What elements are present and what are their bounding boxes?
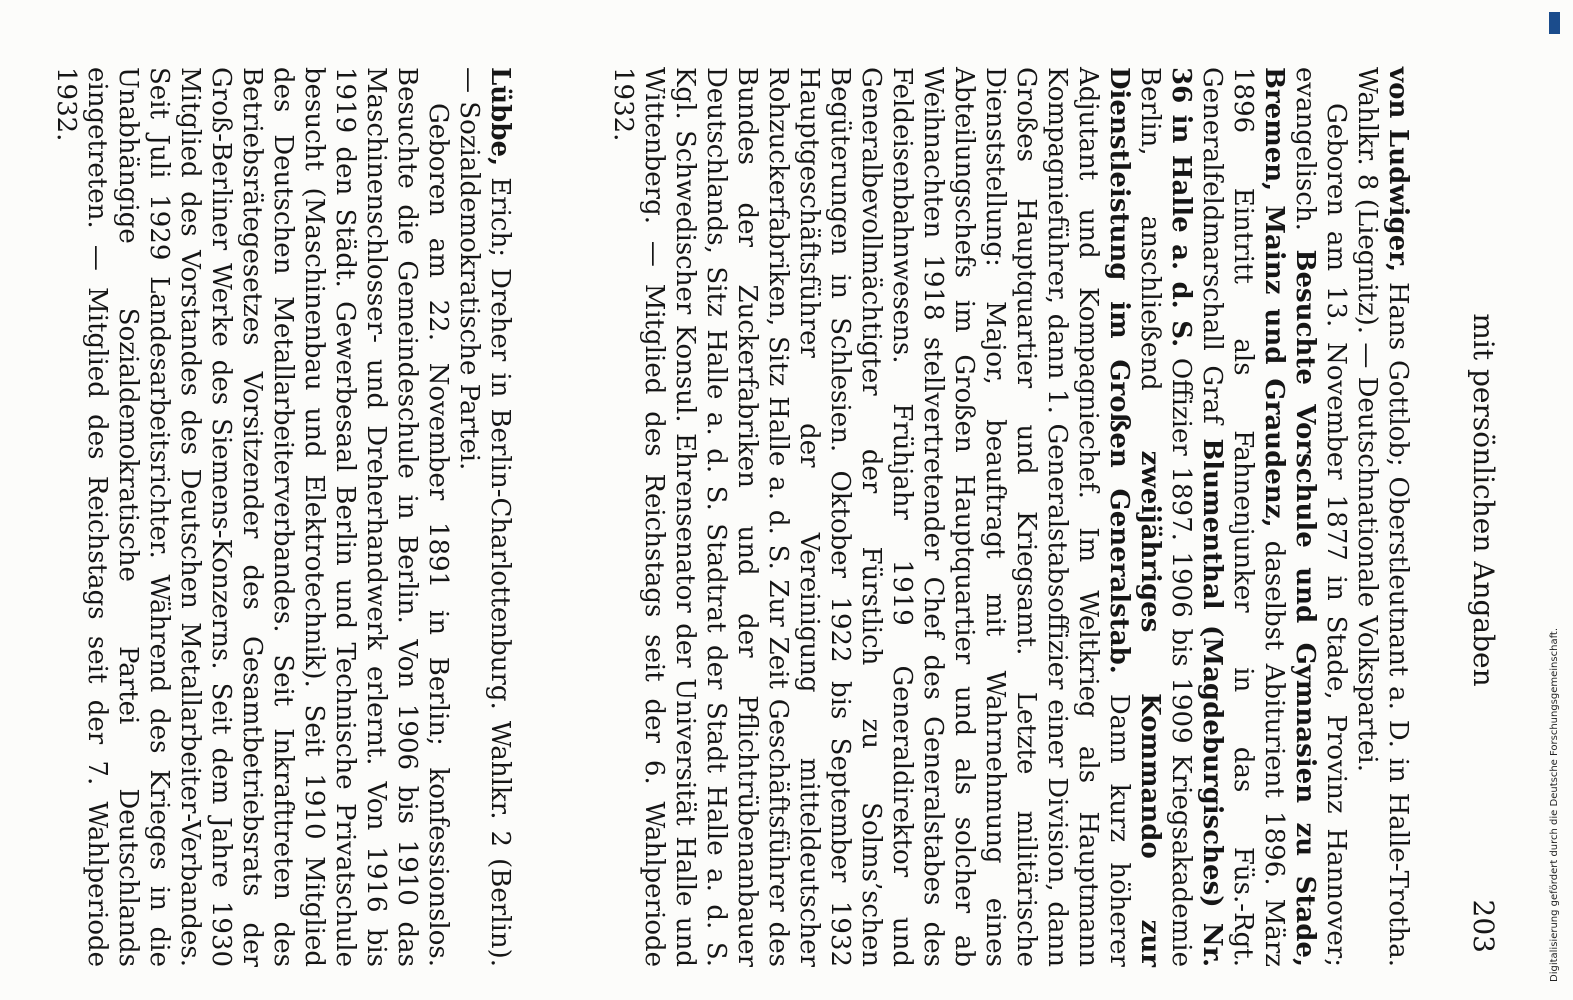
entry-body-paragraph [607,67,1351,967]
running-header [1452,5,1500,995]
body-text: Geboren am 22. November 1891 in Berlin; konfessionslos. Besuchte die Gemeindeschule in Berlin. Von 1906 bis 1910 das Maschinenschlosser- und Dreherhandwerk erlernt. Von 1916 bis 1919 den Städt. Gewerbesaal Berlin und Technische Privatschule besucht (Maschinenbau und Elektrotechnik). Seit 1910 Mitglied des Deutschen Metallarbeiterverbandes. Seit Inkrafttreten des Betriebsrätegesetzes Vorsitzender des Gesamtbetriebsrats der Groß-Berliner Werke des Siemens-Konzerns. Seit dem Jahre 1930 Mitglied des Vorstandes des Deutschen Metallarbeiter-Verbandes. Seit Juli 1929 Landesarbeitsrichter. Während des Krieges in die Unabhängige Sozialdemokratische Partei Deutschlands eingetreten. — Mitglied des Reichstags seit der 7. Wahlperiode 1932. [51,67,453,967]
entry-intro-paragraph [1351,67,1413,967]
entry-ludwiger [607,67,1413,967]
body-bold: Blumenthal (Magdeburgisches) Nr. 36 in Halle a. d. S. [1166,67,1227,968]
body-text: daselbst Abiturient 1896. März 1896 Eintritt als Fahnenjunker in das Füs.-Rgt. Generalfeldmarschall Graf [1197,67,1289,967]
body-text: Dann kurz höherer Adjutant und Kompagniechef. Im Weltkrieg als Hauptmann Kompagnieführer, dann 1. Generalstabsoffizier einer Division, dann Großes Hauptquartier und Kriegsamt. Letzte militärische Dienststellung: Major, beauftragt mit Wahrnehmung eines Abteilungschefs im Großen Hauptquartier und als solcher ab Weihnachten 1918 stellvertretender Chef des Generalstabes des Feldeisenbahnwesens. Frühjahr 1919 Generaldirektor und Generalbevollmächtigter der Fürstlich zu Solms’schen Begüterungen in Schlesien. Oktober 1922 bis September 1932 Hauptgeschäftsführer der Vereinigung mitteldeutscher Rohzuckerfabriken, Sitz Halle a. d. S. Zur Zeit Geschäftsführer des Bundes der Zuckerfabriken und der Pflichtrübenanbauer Deutschlands, Sitz Halle a. d. S. Stadtrat der Stadt Halle a. d. S. Kgl. Schwedischer Konsul. Ehrensenator der Universität Halle und Wittenberg. — Mitglied des Reichstags seit der 6. Wahlperiode 1932. [608,67,1134,967]
footnote-text: Digitalisierung gefördert durch die Deutsche Forschungsgemeinschaft. [1549,627,1560,982]
entry-name: von Ludwiger, [1383,67,1413,273]
entry-luebbe [50,67,515,967]
entry-intro-paragraph [453,67,515,967]
header-title: mit persönlichen Angaben [1467,313,1500,687]
body-text: Offizier 1897. 1906 bis 1909 Kriegsakademie Berlin, anschließend [1135,67,1196,967]
body-text: Geboren am 13. November 1877 in Stade, Provinz Hannover; evangelisch. [1290,67,1351,967]
page-number: 203 [1467,899,1500,953]
entry-name: Lübbe, [485,67,515,167]
body-bold: Besuchte Vorschule und Gymnasien zu Stade, Bremen, Mainz und Graudenz, [1259,67,1320,967]
body-bold: zweijähriges Kommando zur Dienstleistung im Großen Generalstab. [1104,67,1165,967]
entry-intro: Erich; Dreher in Berlin-Charlottenburg. Wahlkr. 2 (Berlin). — Sozialdemokratische Partei. [454,67,515,968]
entry-intro: Hans Gottlob; Oberstleutnant a. D. in Halle-Trotha. Wahlkr. 8 (Liegnitz). — Deutschnationale Volkspartei. [1352,67,1413,967]
digitization-footnote [1549,12,1560,982]
rotated-page-content [25,5,1525,995]
entry-body-paragraph [50,67,453,967]
